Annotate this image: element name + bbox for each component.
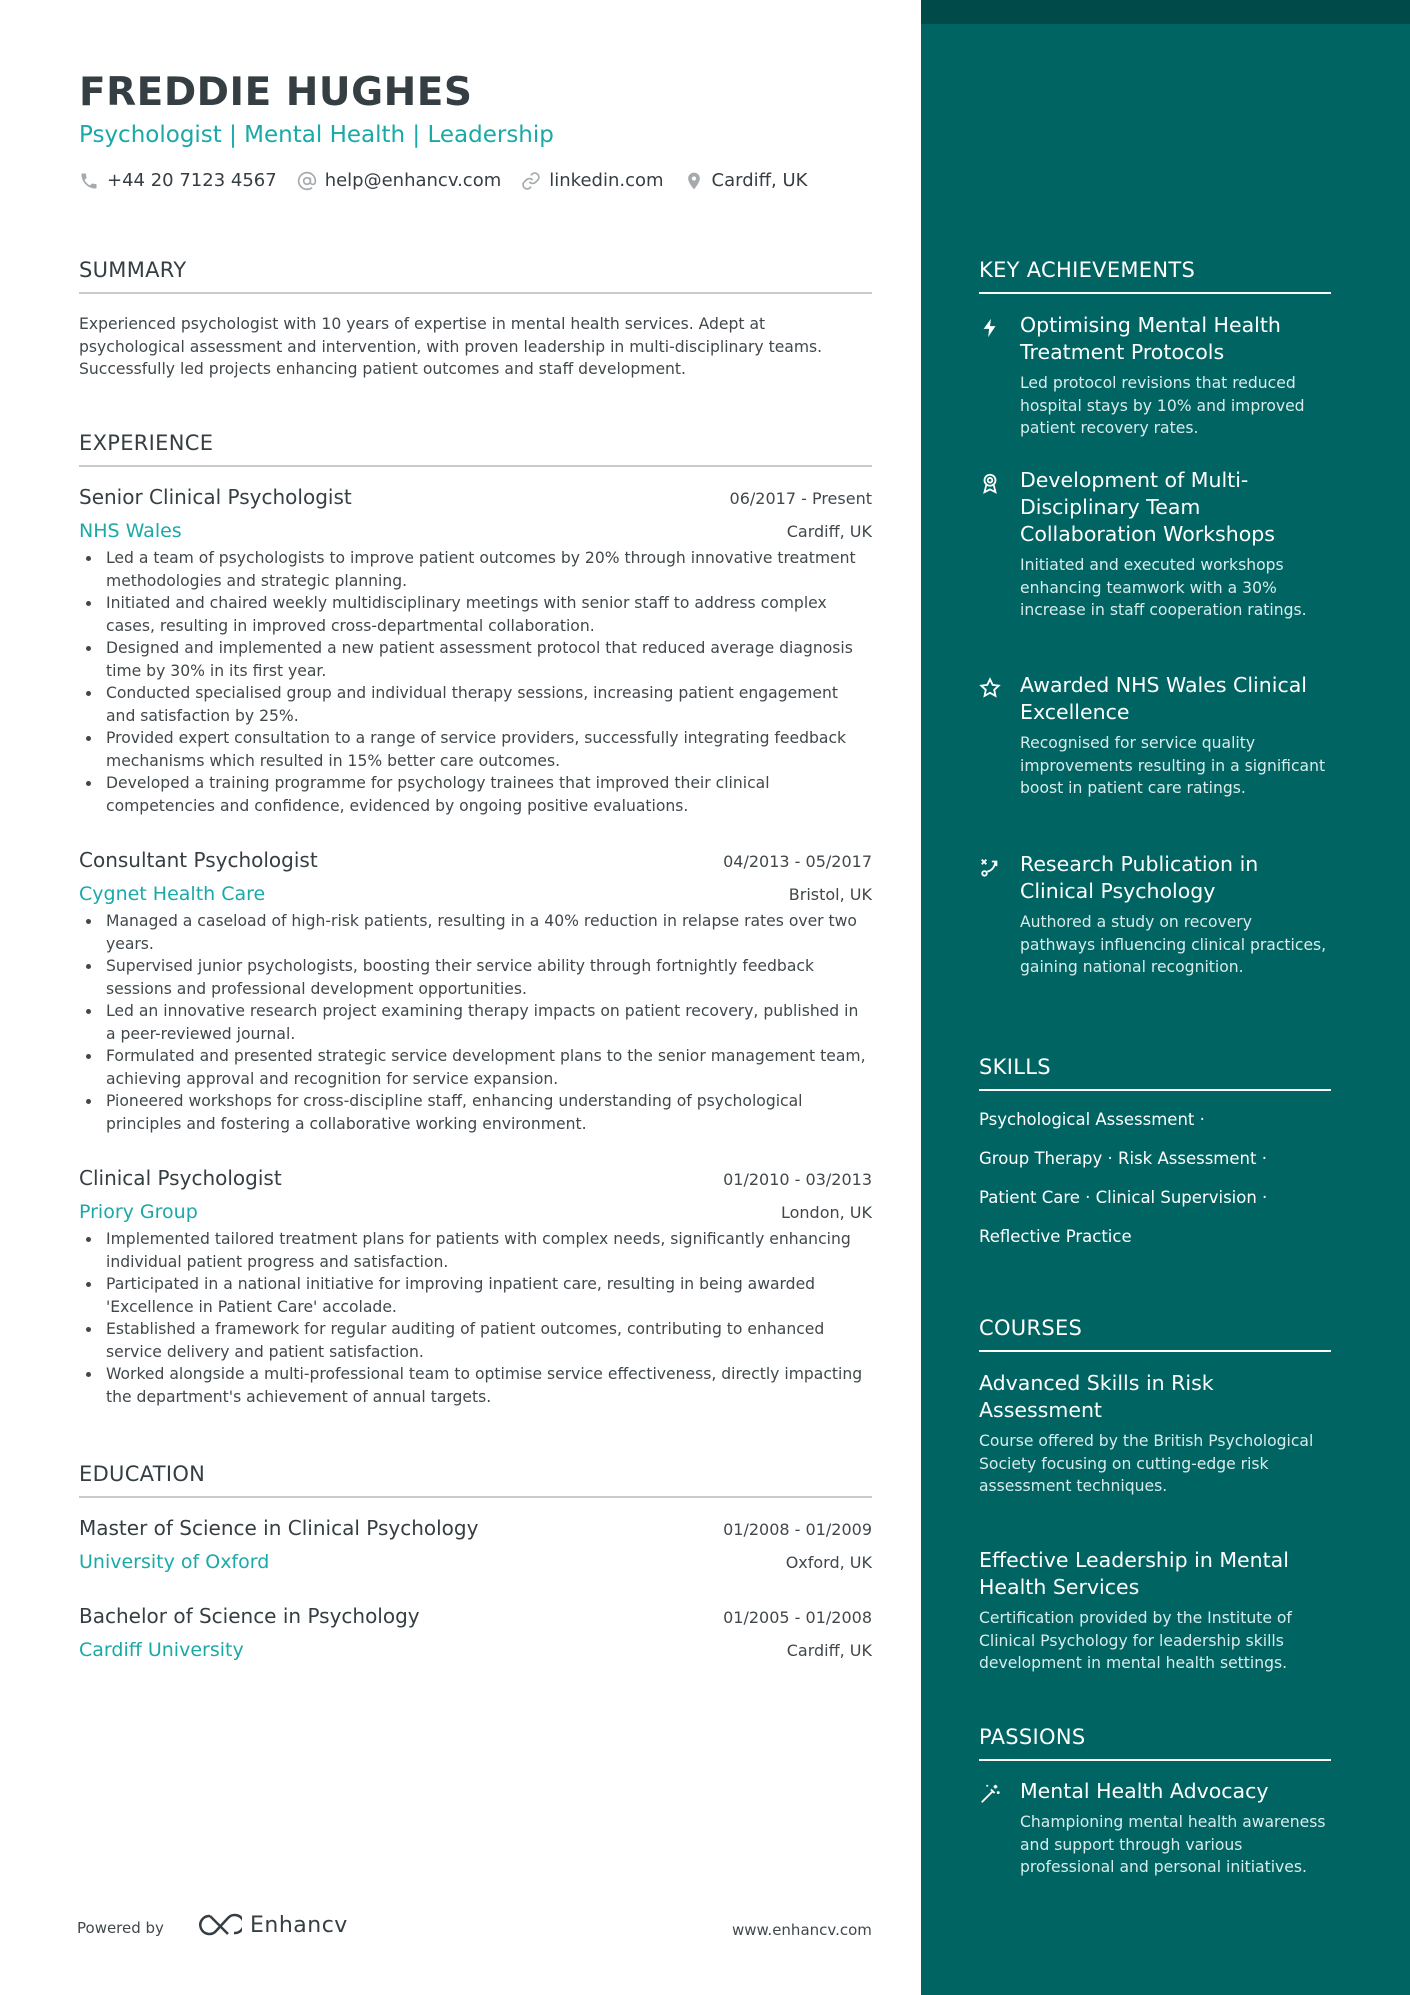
footer-url[interactable]: www.enhancv.com xyxy=(732,1921,872,1939)
job-location: Bristol, UK xyxy=(788,885,872,904)
enhancv-logo-icon xyxy=(196,1912,242,1938)
passion-item xyxy=(979,1778,1331,1879)
achievement-title: Development of Multi-Disciplinary Team Collaboration Workshops xyxy=(1020,468,1275,546)
job-bullet: Provided expert consultation to a range of service providers, successfully integrating feedback mechanisms which resulted in 15% better care outcomes. xyxy=(79,727,872,772)
job-bullet: Initiated and chaired weekly multidisciplinary meetings with senior staff to address complex cases, resulting in improved cross-departmental collaboration. xyxy=(79,592,872,637)
achievement-item xyxy=(979,672,1331,800)
education-degree: Bachelor of Science in Psychology xyxy=(79,1604,420,1628)
job-bullet: Conducted specialised group and individual therapy sessions, increasing patient engagement and satisfaction by 25%. xyxy=(79,682,872,727)
passions-heading: PASSIONS xyxy=(979,1725,1331,1761)
job-bullet: Formulated and presented strategic service development plans to the senior management team, achieving approval and recognition for service expansion. xyxy=(79,1045,872,1090)
course-item xyxy=(979,1370,1331,1498)
achievement-desc: Authored a study on recovery pathways influencing clinical practices, gaining national recognition. xyxy=(1020,913,1327,976)
skills-heading: SKILLS xyxy=(979,1055,1331,1091)
award-ribbon-icon xyxy=(979,472,1001,494)
job-bullet: Pioneered workshops for cross-discipline staff, enhancing understanding of psychological principles and fostering a collaborative working environment. xyxy=(79,1090,872,1135)
candidate-name: FREDDIE HUGHES xyxy=(79,70,473,115)
contact-phone-text: +44 20 7123 4567 xyxy=(107,170,277,191)
achievements-heading: KEY ACHIEVEMENTS xyxy=(979,258,1331,294)
contact-email-text: help@enhancv.com xyxy=(324,170,502,191)
skill-line: Psychological Assessment · xyxy=(979,1110,1205,1129)
job-bullet: Worked alongside a multi-professional team to optimise service effectiveness, directly impacting the department's achievement of annual targets. xyxy=(79,1363,872,1408)
job-entry xyxy=(79,848,872,1135)
job-bullet: Designed and implemented a new patient assessment protocol that reduced average diagnosis time by 30% in its first year. xyxy=(79,637,872,682)
job-entry xyxy=(79,485,872,817)
at-icon xyxy=(297,171,317,191)
phone-icon xyxy=(79,171,99,191)
education-dates: 01/2008 - 01/2009 xyxy=(723,1520,872,1539)
skill-line: Patient Care · Clinical Supervision · xyxy=(979,1188,1268,1207)
job-entry xyxy=(79,1166,872,1408)
star-icon xyxy=(979,677,1001,699)
location-pin-icon xyxy=(684,171,704,191)
strategy-arrow-icon xyxy=(979,856,1001,878)
education-degree: Master of Science in Clinical Psychology xyxy=(79,1516,479,1540)
link-icon xyxy=(521,171,541,191)
job-location: Cardiff, UK xyxy=(786,522,872,541)
achievement-item xyxy=(979,467,1331,622)
summary-text: Experienced psychologist with 10 years of expertise in mental health services. Adept at psychological assessment and intervention, with proven leadership in multi-disciplinary teams. Successfully led projects enhancing patient outcomes and staff development. xyxy=(79,315,823,378)
job-company: NHS Wales xyxy=(79,520,182,542)
education-school: Cardiff University xyxy=(79,1639,244,1661)
job-bullets xyxy=(79,1228,872,1408)
experience-heading: EXPERIENCE xyxy=(79,431,872,467)
job-title: Consultant Psychologist xyxy=(79,848,318,872)
sidebar-top-band xyxy=(921,0,1410,24)
footer-brand-logo[interactable] xyxy=(196,1912,348,1938)
job-location: London, UK xyxy=(780,1203,872,1222)
job-dates: 06/2017 - Present xyxy=(729,489,872,508)
job-dates: 01/2010 - 03/2013 xyxy=(723,1170,872,1189)
job-company: Priory Group xyxy=(79,1201,198,1223)
footer-powered-by: Powered by xyxy=(77,1919,164,1937)
job-bullet: Led a team of psychologists to improve patient outcomes by 20% through innovative treatment methodologies and strategic planning. xyxy=(79,547,872,592)
job-dates: 04/2013 - 05/2017 xyxy=(723,852,872,871)
skill-line: Reflective Practice xyxy=(979,1227,1132,1246)
passion-title: Mental Health Advocacy xyxy=(1020,1779,1269,1803)
contact-email[interactable] xyxy=(297,170,502,191)
job-bullet: Established a framework for regular auditing of patient outcomes, contributing to enhanced service delivery and patient satisfaction. xyxy=(79,1318,872,1363)
course-title: Effective Leadership in Mental Health Services xyxy=(979,1548,1289,1599)
course-item xyxy=(979,1547,1331,1675)
job-bullets xyxy=(79,910,872,1135)
education-location: Oxford, UK xyxy=(785,1553,872,1572)
passion-desc: Championing mental health awareness and support through various professional and personal initiatives. xyxy=(1020,1813,1326,1876)
achievement-title: Research Publication in Clinical Psychology xyxy=(1020,852,1259,903)
achievement-desc: Led protocol revisions that reduced hospital stays by 10% and improved patient recovery rates. xyxy=(1020,374,1305,437)
achievement-item xyxy=(979,851,1331,979)
courses-heading: COURSES xyxy=(979,1316,1331,1352)
achievement-title: Awarded NHS Wales Clinical Excellence xyxy=(1020,673,1307,724)
course-desc: Certification provided by the Institute of Clinical Psychology for leadership skills development in mental health settings. xyxy=(979,1609,1292,1672)
sidebar-panel xyxy=(921,0,1410,1995)
job-bullet: Managed a caseload of high-risk patients, resulting in a 40% reduction in relapse rates over two years. xyxy=(79,910,872,955)
contact-linkedin-text: linkedin.com xyxy=(549,170,664,191)
job-bullet: Participated in a national initiative for improving inpatient care, resulting in being awarded 'Excellence in Patient Care' accolade. xyxy=(79,1273,872,1318)
education-entry xyxy=(79,1604,872,1661)
job-bullet: Implemented tailored treatment plans for patients with complex needs, significantly enhancing individual patient progress and satisfaction. xyxy=(79,1228,872,1273)
education-dates: 01/2005 - 01/2008 xyxy=(723,1608,872,1627)
job-company: Cygnet Health Care xyxy=(79,883,266,905)
lightning-bolt-icon xyxy=(979,317,1001,339)
job-bullets xyxy=(79,547,872,817)
achievement-title: Optimising Mental Health Treatment Protocols xyxy=(1020,313,1281,364)
candidate-tagline: Psychologist | Mental Health | Leadership xyxy=(79,122,554,148)
job-bullet: Supervised junior psychologists, boosting their service ability through fortnightly feedback sessions and professional development opportunities. xyxy=(79,955,872,1000)
achievement-item xyxy=(979,312,1331,440)
achievement-desc: Recognised for service quality improvements resulting in a significant boost in patient care ratings. xyxy=(1020,734,1326,797)
contact-bar xyxy=(79,170,827,191)
course-title: Advanced Skills in Risk Assessment xyxy=(979,1371,1214,1422)
contact-location xyxy=(684,170,808,191)
summary-heading: SUMMARY xyxy=(79,258,872,294)
course-desc: Course offered by the British Psychological Society focusing on cutting-edge risk assessment techniques. xyxy=(979,1432,1314,1495)
job-title: Senior Clinical Psychologist xyxy=(79,485,352,509)
achievement-desc: Initiated and executed workshops enhancing teamwork with a 30% increase in staff cooperation ratings. xyxy=(1020,556,1307,619)
contact-linkedin[interactable] xyxy=(521,170,663,191)
job-bullet: Led an innovative research project examining therapy impacts on patient recovery, published in a peer-reviewed journal. xyxy=(79,1000,872,1045)
education-location: Cardiff, UK xyxy=(786,1641,872,1660)
job-title: Clinical Psychologist xyxy=(79,1166,282,1190)
contact-location-text: Cardiff, UK xyxy=(711,170,808,191)
education-heading: EDUCATION xyxy=(79,1462,872,1498)
job-bullet: Developed a training programme for psychology trainees that improved their clinical competencies and confidence, evidenced by ongoing positive evaluations. xyxy=(79,772,872,817)
magic-wand-icon xyxy=(979,1783,1001,1805)
skill-line: Group Therapy · Risk Assessment · xyxy=(979,1149,1267,1168)
education-entry xyxy=(79,1516,872,1573)
education-school: University of Oxford xyxy=(79,1551,270,1573)
contact-phone[interactable] xyxy=(79,170,277,191)
footer-brand-name: Enhancv xyxy=(250,1912,348,1938)
